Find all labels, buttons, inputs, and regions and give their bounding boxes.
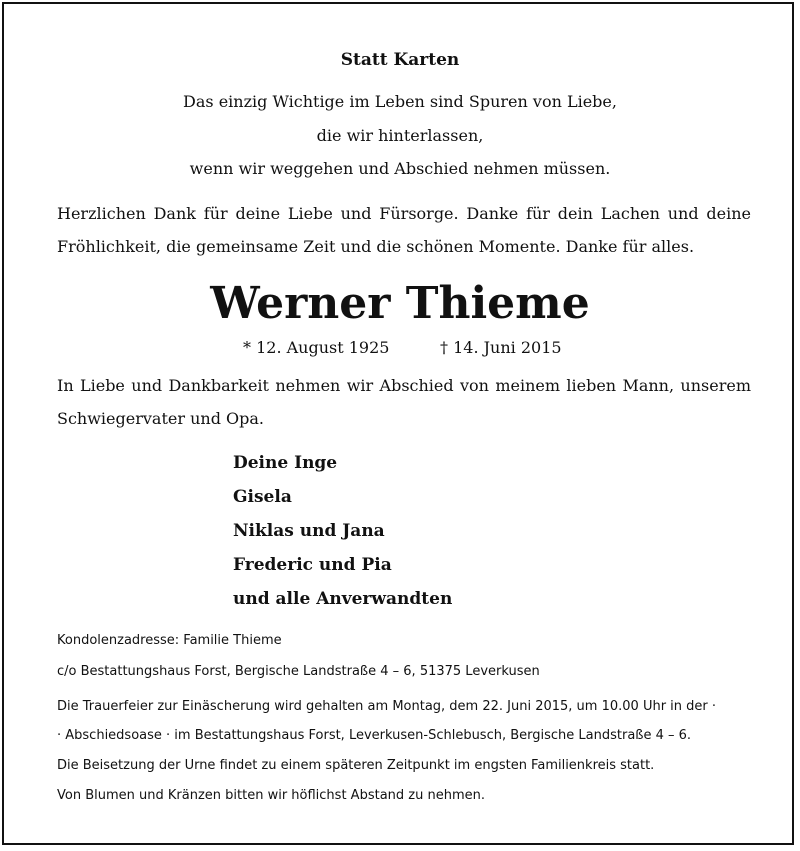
birth-date: * 12. August 1925 [243, 338, 390, 357]
notice-heading: Statt Karten [340, 50, 460, 70]
mourner-name: Frederic und Pia [233, 555, 392, 575]
thanks-paragraph: Herzlichen Dank für deine Liebe und Fürsorge. Danke für dein Lachen und deine Fröhlichkeit, die gemeinsame Zeit und die schönen Momente. Danke für alles. [57, 204, 751, 256]
funeral-info-line: · Abschiedsoase · im Bestattungshaus Forst, Leverkusen-Schlebusch, Bergische Landstraße 4 – 6. [57, 728, 692, 743]
mourners-list [233, 446, 452, 616]
quote-line: wenn wir weggehen und Abschied nehmen müssen. [189, 159, 611, 178]
death-date: † 14. Juni 2015 [440, 338, 562, 357]
condolence-address-label: Kondolenzadresse: Familie Thieme [57, 633, 282, 648]
quote-line: die wir hinterlassen, [316, 126, 484, 145]
deceased-name: Werner Thieme [210, 278, 590, 329]
farewell-paragraph: In Liebe und Dankbarkeit nehmen wir Abschied von meinem lieben Mann, unserem Schwiegervater und Opa. [57, 376, 751, 428]
funeral-info-line: Von Blumen und Kränzen bitten wir höflichst Abstand zu nehmen. [57, 788, 485, 803]
mourner-name: Deine Inge [233, 453, 338, 473]
funeral-info-line: Die Trauerfeier zur Einäscherung wird gehalten am Montag, dem 22. Juni 2015, um 10.00 Uhr in der · [57, 699, 717, 714]
condolence-address: c/o Bestattungshaus Forst, Bergische Landstraße 4 – 6, 51375 Leverkusen [57, 664, 540, 679]
quote-line: Das einzig Wichtige im Leben sind Spuren von Liebe, [183, 92, 617, 111]
funeral-info-line: Die Beisetzung der Urne findet zu einem späteren Zeitpunkt im engsten Familienkreis statt. [57, 758, 655, 773]
mourner-name: und alle Anverwandten [233, 589, 453, 609]
mourner-name: Gisela [233, 487, 292, 507]
mourner-name: Niklas und Jana [233, 521, 385, 541]
